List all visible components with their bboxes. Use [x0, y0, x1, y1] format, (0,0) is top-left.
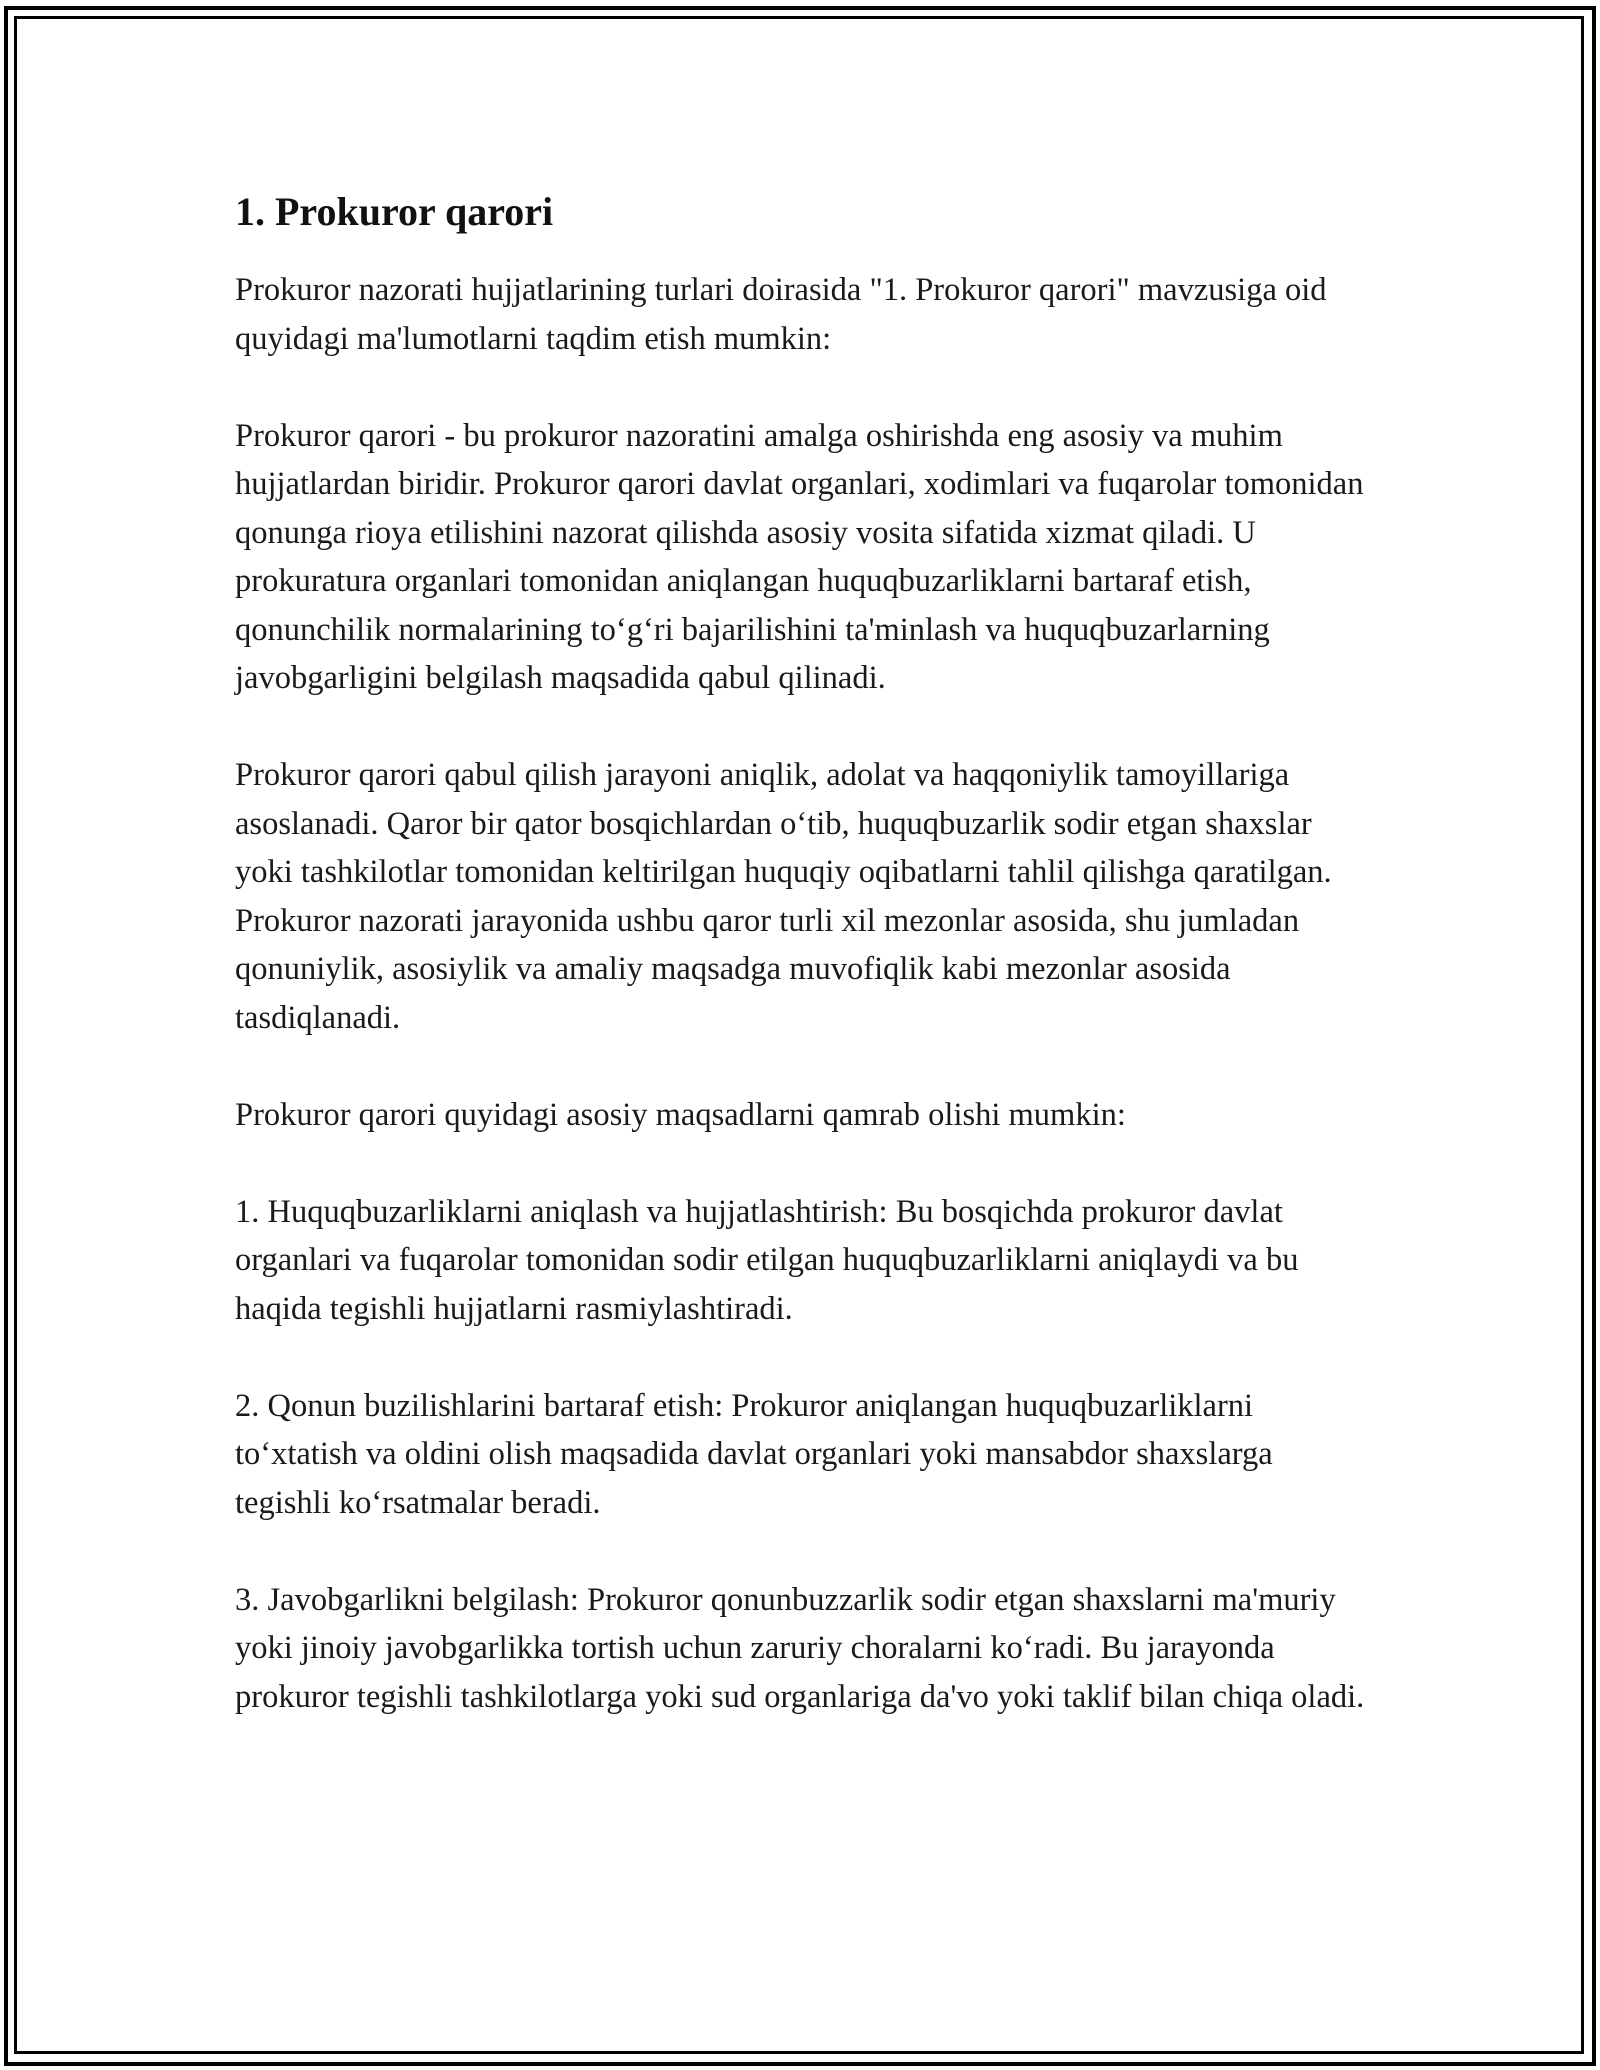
process-paragraph: Prokuror qarori qabul qilish jarayoni aniqlik, adolat va haqqoniylik tamoyillariga asoslanadi. Qaror bir qator bosqichlardan o‘tib, huquqbuzarlik sodir etgan shaxslar yoki tashkilotlar tomonidan keltirilgan huquqiy oqibatlarni tahlil qilishga qaratilgan. Prokuror nazorati jarayonida ushbu qaror turli xil mezonlar asosida, shu jumladan qonuniylik, asosiylik va amaliy maqsadga muvofiqlik kabi mezonlar asosida tasdiqlanadi.	[235, 757, 1332, 1036]
goals-intro-paragraph: Prokuror qarori quyidagi asosiy maqsadlarni qamrab olishi mumkin:	[235, 1096, 1126, 1133]
goal-item-2: 2. Qonun buzilishlarini bartaraf etish: Prokuror aniqlangan huquqbuzarliklarni to‘xtatish va oldini olish maqsadida davlat organlari yoki mansabdor shaxslarga tegishli ko‘rsatmalar beradi.	[235, 1387, 1273, 1521]
document-title: 1. Prokuror qarori	[235, 189, 554, 234]
goal-item-1: 1. Huquqbuzarliklarni aniqlash va hujjatlashtirish: Bu bosqichda prokuror davlat organlari va fuqarolar tomonidan sodir etilgan huquqbuzarliklarni aniqlaydi va bu haqida tegishli hujjatlarni rasmiylashtiradi.	[235, 1193, 1299, 1327]
definition-paragraph: Prokuror qarori - bu prokuror nazoratini amalga oshirishda eng asosiy va muhim hujjatlardan biridir. Prokuror qarori davlat organlari, xodimlari va fuqarolar tomonidan qonunga rioya etilishini nazorat qilishda asosiy vosita sifatida xizmat qiladi. U prokuratura organlari tomonidan aniqlangan huquqbuzarliklarni bartaraf etish, qonunchilik normalarining to‘g‘ri bajarilishini ta'minlash va huquqbuzarlarning javobgarligini belgilash maqsadida qabul qilinadi.	[235, 417, 1364, 696]
intro-paragraph: Prokuror nazorati hujjatlarining turlari doirasida "1. Prokuror qarori" mavzusiga oid quyidagi ma'lumotlarni taqdim etish mumkin:	[235, 272, 1327, 357]
document-body	[235, 186, 1375, 1770]
goal-item-3: 3. Javobgarlikni belgilash: Prokuror qonunbuzzarlik sodir etgan shaxslarni ma'muriy yoki jinoiy javobgarlikka tortish uchun zaruriy choralarni ko‘radi. Bu jarayonda prokuror tegishli tashkilotlarga yoki sud organlariga da'vo yoki taklif bilan chiqa oladi.	[235, 1581, 1365, 1715]
